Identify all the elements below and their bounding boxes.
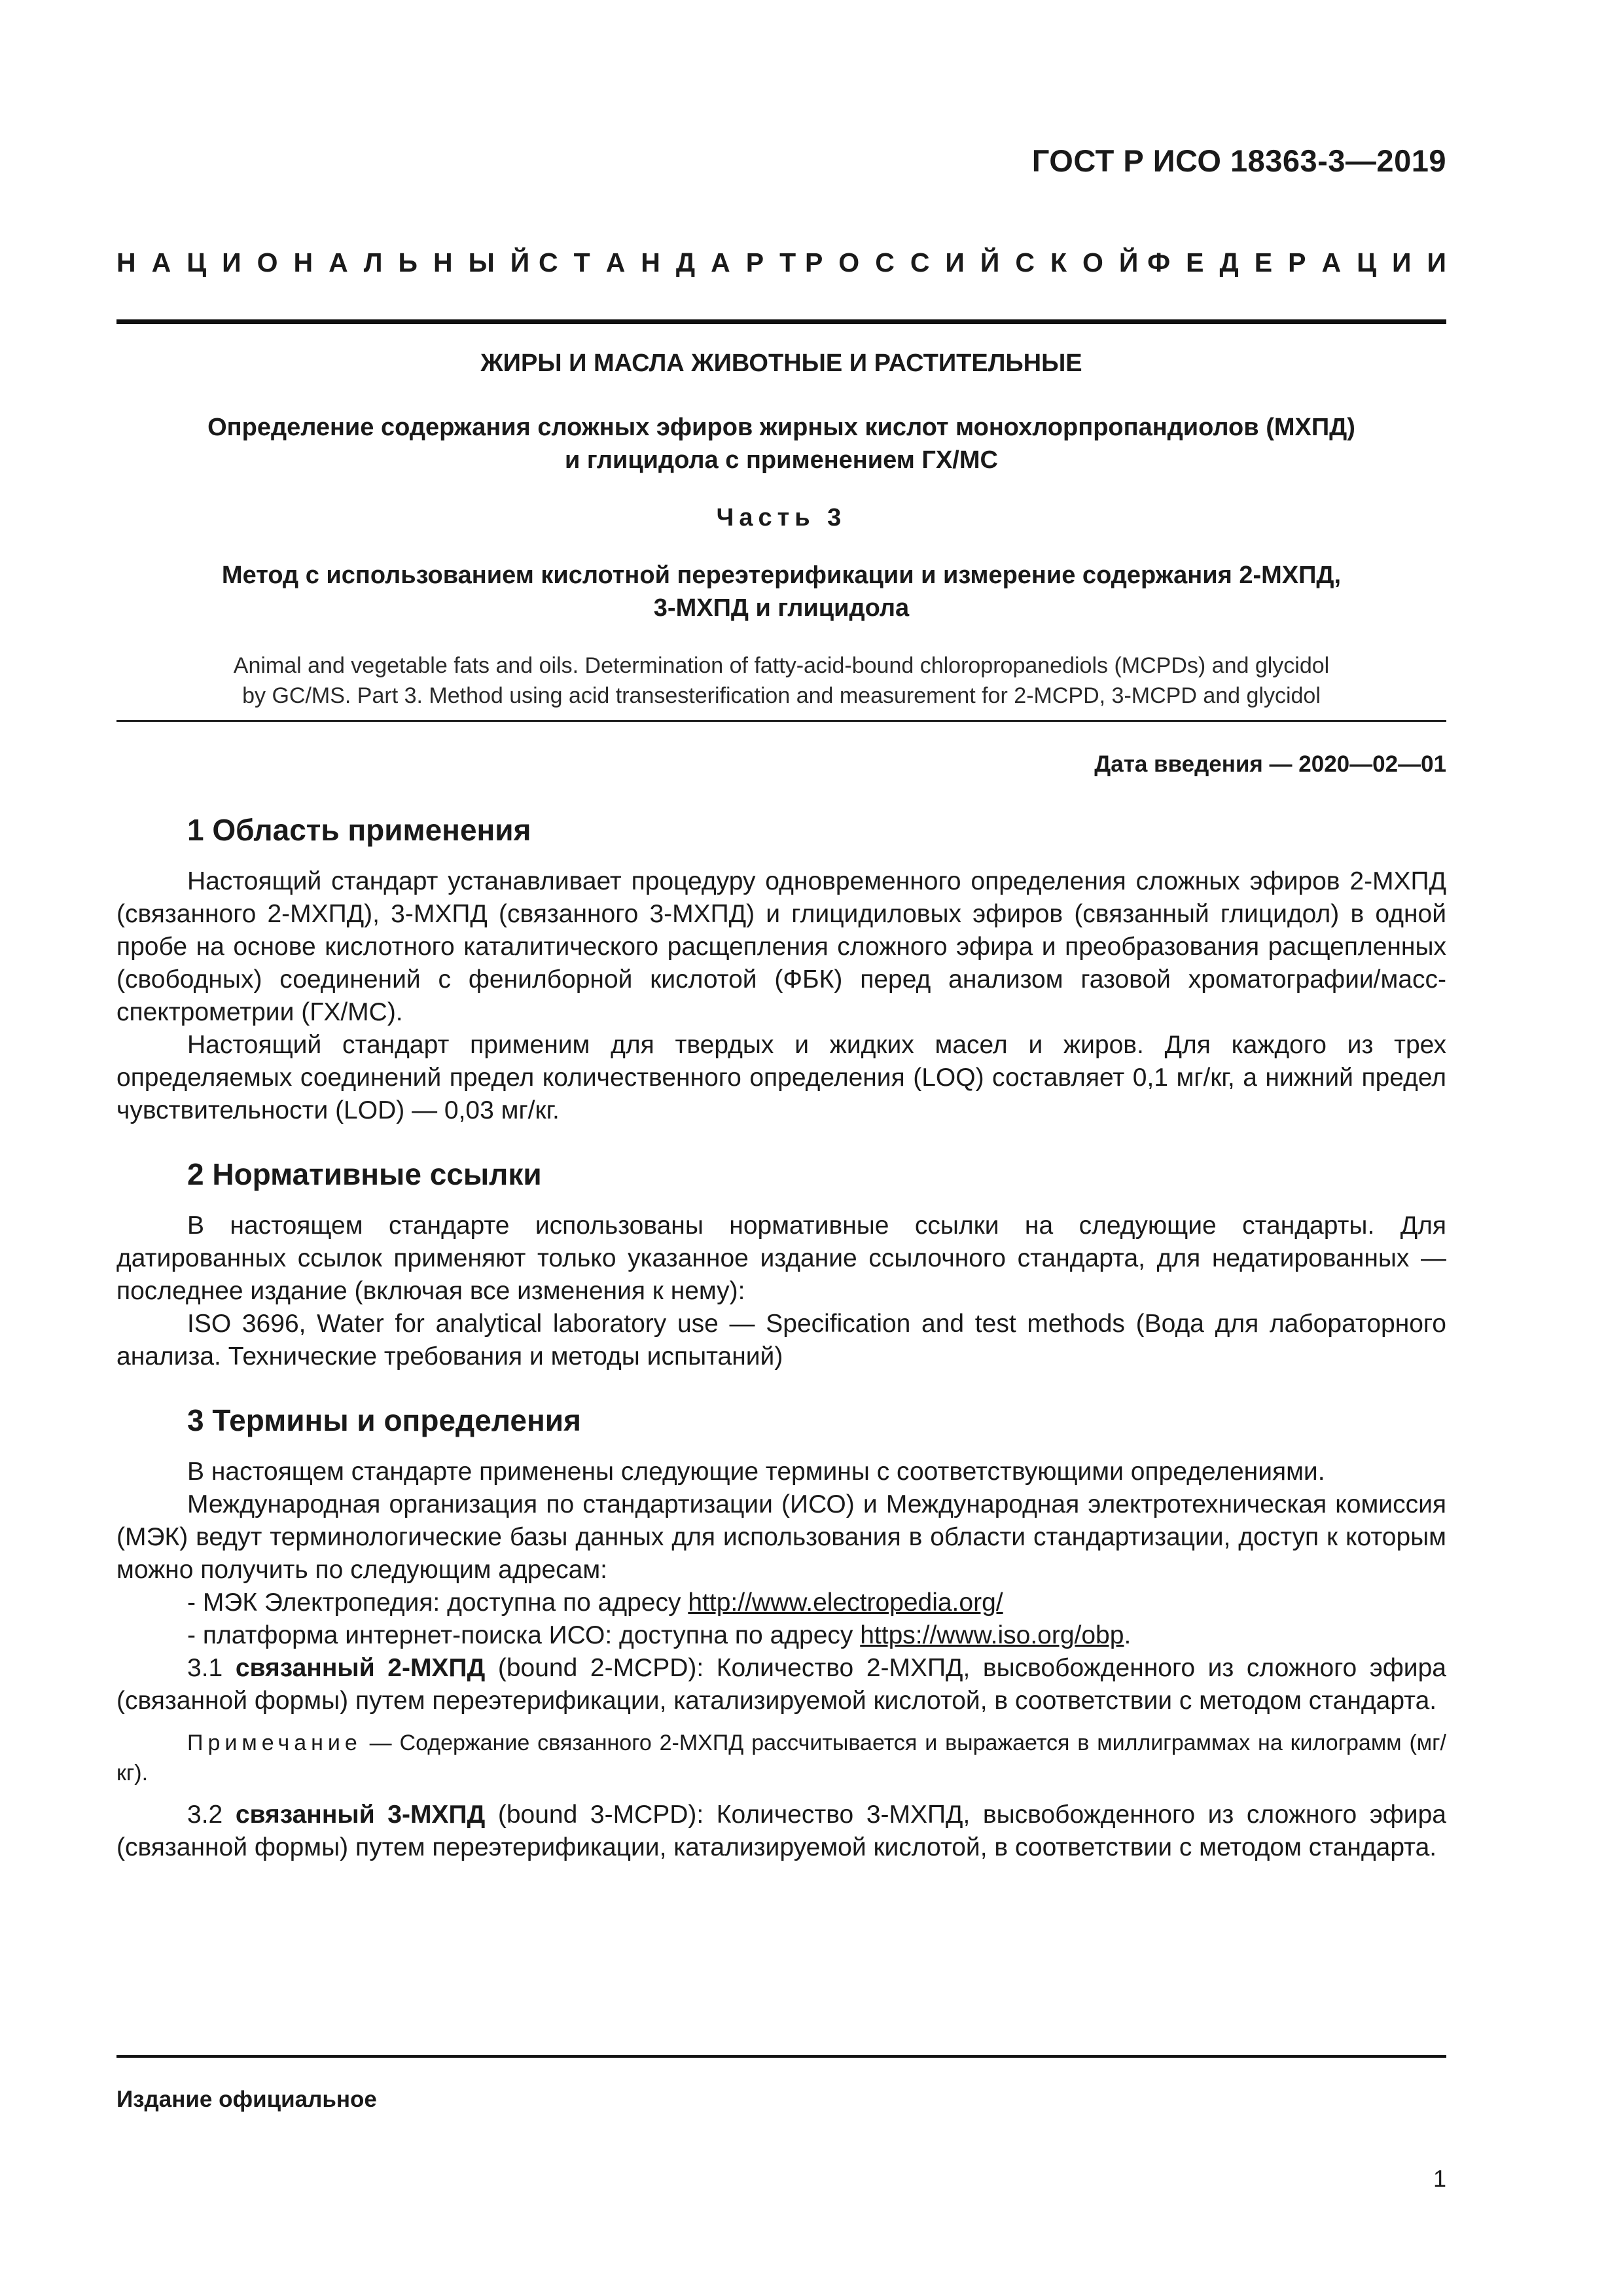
banner-letter: Ь bbox=[398, 247, 418, 278]
term-3-2-definition: (bound 3-MCPD): Количество 3-МХПД, высвобожденного из сложного эфира (связанной формы) путем переэтерификации, катализируемой кислотой, в соответствии с методом стандарта. bbox=[116, 1801, 1446, 1861]
document-body bbox=[116, 810, 1446, 1864]
term-3-1-definition: (bound 2-MCPD): Количество 2-МХПД, высвобожденного из сложного эфира (связанной формы) путем переэтерификации, катализируемой кислотой, в соответствии с методом стандарта. bbox=[116, 1654, 1446, 1715]
banner-letter: А bbox=[151, 247, 171, 278]
banner-letter: С bbox=[875, 247, 895, 278]
banner-letter: Е bbox=[1186, 247, 1204, 278]
banner-word-3 bbox=[805, 247, 1138, 278]
banner-letter: Р bbox=[1288, 247, 1306, 278]
banner-letter: Н bbox=[116, 247, 136, 278]
banner-letter: Й bbox=[980, 247, 1000, 278]
banner-letter: Д bbox=[1219, 247, 1239, 278]
banner-letter: К bbox=[1050, 247, 1067, 278]
banner-word-4 bbox=[1147, 247, 1446, 278]
banner-letter: Т bbox=[573, 247, 590, 278]
list-item-electropedia-text: - МЭК Электропедия: доступна по адресу bbox=[187, 1588, 688, 1617]
banner-letter: Н bbox=[433, 247, 453, 278]
banner-letter: Е bbox=[1254, 247, 1273, 278]
banner-letter: С bbox=[910, 247, 930, 278]
title-method bbox=[116, 559, 1446, 624]
term-3-2-number: 3.2 bbox=[187, 1801, 236, 1829]
term-3-1-name: связанный 2-МХПД bbox=[235, 1654, 486, 1682]
title-block bbox=[116, 340, 1446, 711]
section-3-paragraph-1: В настоящем стандарте применены следующие термины с соответствующими определениями. bbox=[187, 1458, 1325, 1486]
title-subject-line-1: Определение содержания сложных эфиров жирных кислот монохлорпропандиолов (МХПД) bbox=[207, 414, 1355, 441]
note-text: — Содержание связанного 2-МХПД рассчитывается и выражается в миллиграммах на килограмм (мг/кг). bbox=[116, 1731, 1446, 1785]
electropedia-link[interactable]: http://www.electropedia.org/ bbox=[688, 1588, 1003, 1617]
banner-letter: О bbox=[1082, 247, 1103, 278]
section-1-heading: 1 Область применения bbox=[187, 813, 531, 847]
list-item-iso-obp-text: - платформа интернет-поиска ИСО: доступна по адресу bbox=[187, 1621, 861, 1649]
banner-letter: А bbox=[605, 247, 626, 278]
banner-letter: Ы bbox=[468, 247, 495, 278]
banner-letter: А bbox=[711, 247, 730, 278]
iso-obp-link[interactable]: https://www.iso.org/obp bbox=[860, 1621, 1124, 1649]
title-english bbox=[116, 651, 1446, 711]
title-method-line-2: 3-МХПД и глицидола bbox=[653, 594, 910, 622]
title-english-line-1: Animal and vegetable fats and oils. Determination of fatty-acid-bound chloropropanediols (MCPDs) and glycidol bbox=[233, 653, 1330, 678]
title-main: ЖИРЫ И МАСЛА ЖИВОТНЫЕ И РАСТИТЕЛЬНЫЕ bbox=[480, 350, 1082, 377]
banner-letter: Р bbox=[745, 247, 764, 278]
banner-letter: Р bbox=[804, 247, 823, 278]
banner-word-1 bbox=[116, 247, 529, 278]
header-divider bbox=[116, 319, 1446, 324]
list-item-electropedia bbox=[116, 1587, 1446, 1619]
section-2-paragraph-1: В настоящем стандарте использованы нормативные ссылки на следующие стандарты. Для датированных ссылок применяют только указанное издание ссылочного стандарта, для недатированных — последнее издание (включая все изменения к нему): bbox=[116, 1211, 1446, 1305]
introduction-date: Дата введения — 2020—02—01 bbox=[1094, 751, 1446, 777]
term-3-2 bbox=[116, 1799, 1446, 1864]
banner-letter: О bbox=[838, 247, 860, 278]
banner-letter: Ф bbox=[1147, 247, 1171, 278]
title-subject bbox=[116, 411, 1446, 476]
title-method-line-1: Метод с использованием кислотной переэтерификации и измерение содержания 2-МХПД, bbox=[221, 562, 1342, 589]
banner-letter: И bbox=[1427, 247, 1446, 278]
document-code: ГОСТ Р ИСО 18363-3—2019 bbox=[1031, 143, 1446, 178]
title-subject-line-2: и глицидола с применением ГХ/МС bbox=[565, 446, 998, 474]
banner-letter: А bbox=[1321, 247, 1342, 278]
term-3-1 bbox=[116, 1652, 1446, 1717]
title-divider bbox=[116, 720, 1446, 722]
banner-letter: Л bbox=[363, 247, 383, 278]
banner-letter: Т bbox=[779, 247, 796, 278]
national-standard-banner bbox=[116, 247, 1446, 278]
banner-letter: И bbox=[222, 247, 241, 278]
section-3-paragraph-2: Международная организация по стандартизации (ИСО) и Международная электротехническая комиссия (МЭК) ведут терминологические базы данных для использования в области стандартизации, доступ к которым можно получить по следующим адресам: bbox=[116, 1490, 1446, 1584]
banner-letter: А bbox=[329, 247, 348, 278]
banner-letter: Ц bbox=[1357, 247, 1377, 278]
banner-word-2 bbox=[539, 247, 796, 278]
list-item-iso-obp bbox=[116, 1619, 1446, 1652]
banner-letter: Й bbox=[510, 247, 530, 278]
official-edition-label: Издание официальное bbox=[116, 2087, 377, 2112]
list-item-iso-obp-end: . bbox=[1124, 1621, 1132, 1649]
banner-letter: Н bbox=[641, 247, 660, 278]
banner-letter: О bbox=[257, 247, 278, 278]
banner-letter: С bbox=[539, 247, 558, 278]
term-3-2-name: связанный 3-МХПД bbox=[235, 1801, 486, 1829]
term-3-1-note bbox=[116, 1728, 1446, 1788]
banner-letter: Н bbox=[293, 247, 313, 278]
section-1-paragraph-1: Настоящий стандарт устанавливает процедуру одновременного определения сложных эфиров 2-МХПД (связанного 2-МХПД), 3-МХПД (связанного 3-МХПД) и глицидиловых эфиров (связанный глицидол) в одной пробе на основе кислотного каталитического расщепления сложного эфира и преобразования расщепленных (свободных) соединений с фенилборной кислотой (ФБК) перед анализом газовой хроматографии/масс-спектрометрии (ГХ/МС). bbox=[116, 867, 1446, 1026]
title-english-line-2: by GC/MS. Part 3. Method using acid transesterification and measurement for 2-MCPD, 3-MCPD and glycidol bbox=[242, 683, 1321, 708]
term-3-1-number: 3.1 bbox=[187, 1654, 236, 1682]
banner-letter: Ц bbox=[187, 247, 207, 278]
section-1-paragraph-2: Настоящий стандарт применим для твердых и жидких масел и жиров. Для каждого из трех определяемых соединений предел количественного определения (LOQ) составляет 0,1 мг/кг, а нижний предел чувствительности (LOD) — 0,03 мг/кг. bbox=[116, 1031, 1446, 1124]
note-label: Примечание bbox=[187, 1731, 362, 1755]
section-2-heading: 2 Нормативные ссылки bbox=[187, 1157, 542, 1191]
banner-letter: И bbox=[945, 247, 965, 278]
banner-letter: Д bbox=[675, 247, 696, 278]
banner-letter: С bbox=[1015, 247, 1035, 278]
banner-letter: И bbox=[1392, 247, 1412, 278]
footer-divider bbox=[116, 2055, 1446, 2058]
section-2-reference-iso-3696: ISO 3696, Water for analytical laboratory use — Specification and test methods (Вода для лабораторного анализа. Технические требования и методы испытаний) bbox=[116, 1310, 1446, 1371]
section-3-heading: 3 Термины и определения bbox=[187, 1403, 581, 1437]
page-number: 1 bbox=[1433, 2165, 1446, 2192]
banner-letter: Й bbox=[1118, 247, 1139, 278]
title-part: Часть 3 bbox=[716, 504, 847, 531]
